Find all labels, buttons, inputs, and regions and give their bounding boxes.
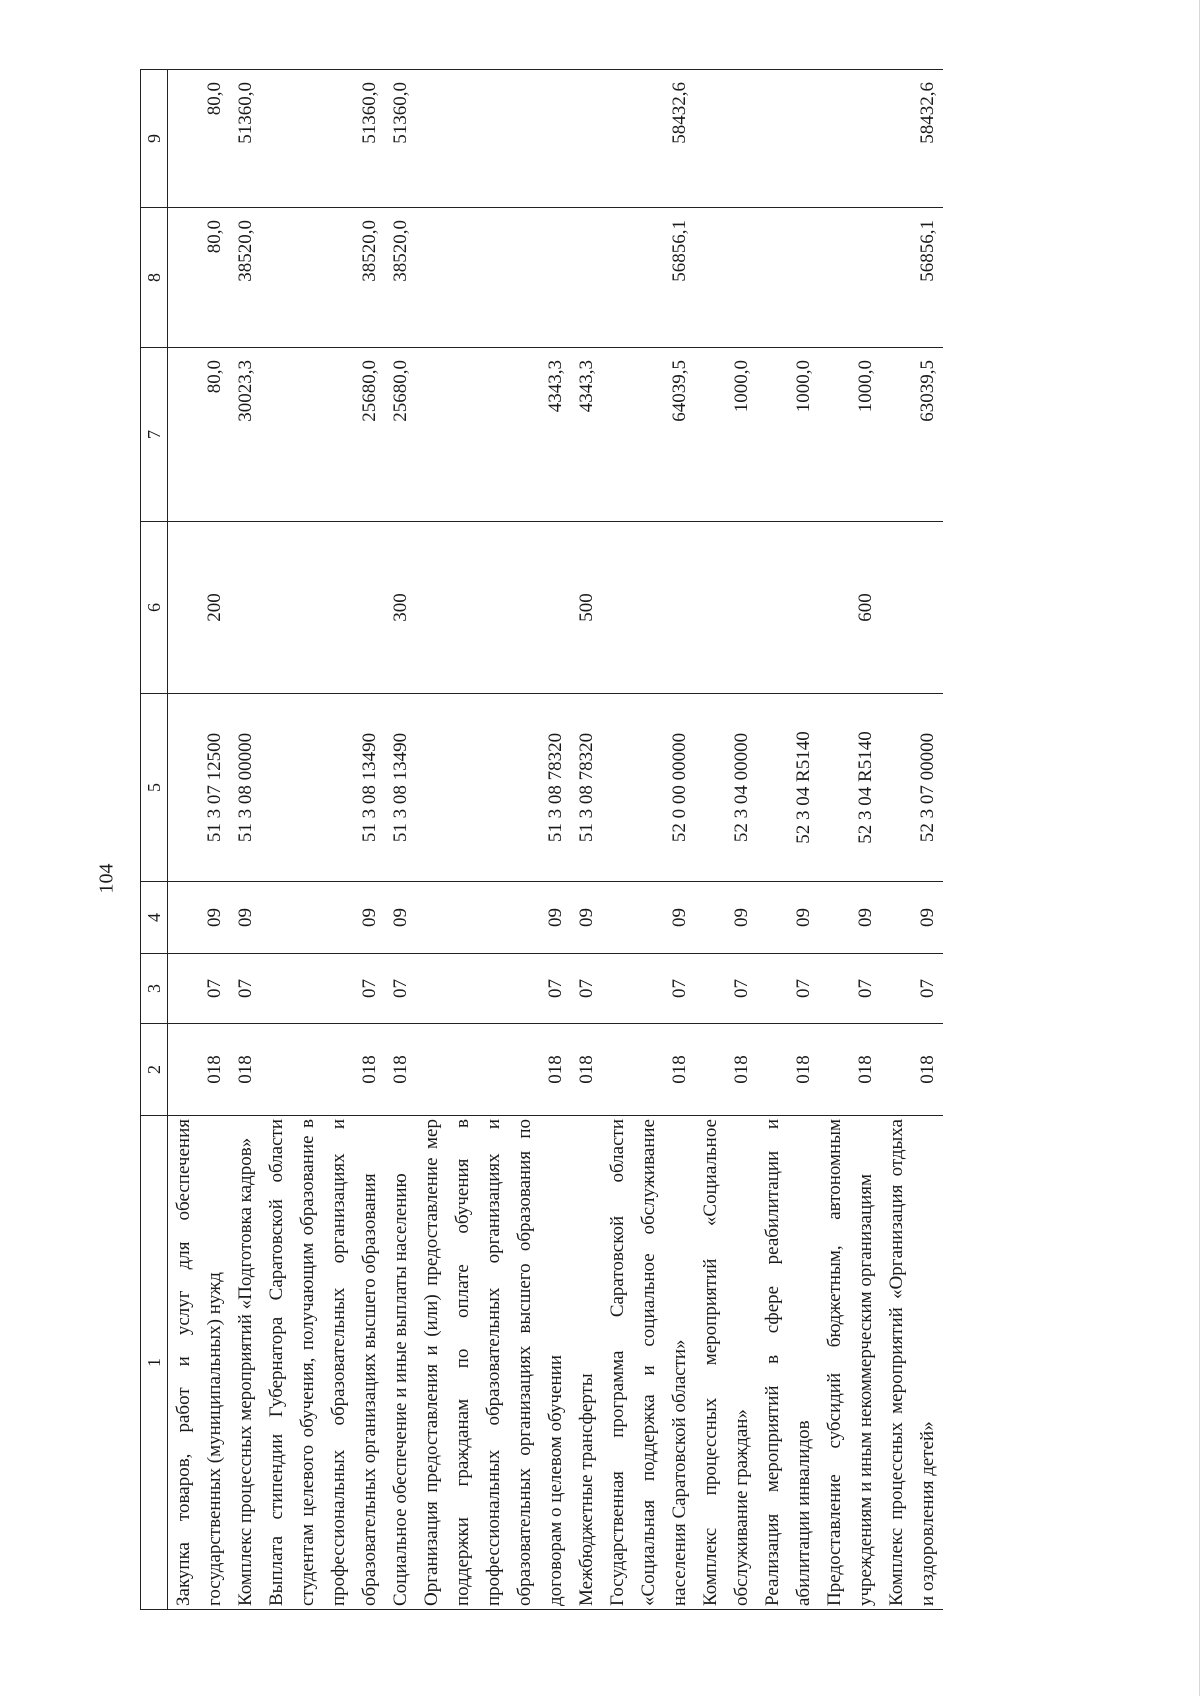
subsection-code: 09 (235, 908, 256, 927)
target-article-code: 51 3 08 13490 (359, 732, 380, 843)
amount-year-2: 38520,0 (390, 220, 411, 282)
row-name: Организация предоставления и (или) предоставление мер поддержки гражданам по оплате обучения в профессиональных образовательных организациях и образовательных организациях высшего образования по договорам о целевом обучении (421, 1119, 566, 1606)
amount-year-2-cell (757, 208, 819, 348)
table-row (757, 70, 819, 1610)
subsection-code-cell (385, 882, 416, 954)
expense-type-code-cell (571, 522, 602, 694)
target-article-code-cell (261, 694, 385, 882)
table-row (416, 70, 571, 1610)
amount-year-1-cell (168, 348, 231, 522)
subsection-code-cell (261, 882, 385, 954)
subsection-code-cell (881, 882, 943, 954)
section-code: 07 (204, 979, 225, 998)
admin-code: 018 (390, 1055, 411, 1084)
section-code: 07 (545, 979, 566, 998)
subsection-code: 09 (793, 908, 814, 927)
amount-year-1-cell (416, 348, 571, 522)
admin-code-cell (602, 1024, 695, 1116)
row-name-cell (757, 1116, 819, 1610)
amount-year-2-cell (881, 208, 943, 348)
amount-year-2-cell (385, 208, 416, 348)
amount-year-2-cell (695, 208, 757, 348)
section-code: 07 (576, 979, 597, 998)
expense-type-code-cell (757, 522, 819, 694)
expense-type-code-cell (261, 522, 385, 694)
amount-year-3-cell (168, 70, 231, 208)
expense-type-code: 600 (855, 593, 876, 622)
row-name: Государственная программа Саратовской области «Социальная поддержка и социальное обслуживание населения Саратовской области» (607, 1119, 690, 1606)
expense-type-code-cell (230, 522, 261, 694)
section-code-cell (416, 954, 571, 1024)
row-name: Предоставление субсидий бюджетным, автономным учреждениям и иным некоммерческим организациям (824, 1119, 876, 1606)
row-name-cell (695, 1116, 757, 1610)
admin-code-cell (881, 1024, 943, 1116)
target-article-code-cell (385, 694, 416, 882)
table-row (881, 70, 943, 1610)
row-name-cell (261, 1116, 385, 1610)
section-code: 07 (855, 979, 876, 998)
subsection-code-cell (695, 882, 757, 954)
row-name-cell (230, 1116, 261, 1610)
expense-type-code-cell (168, 522, 231, 694)
admin-code: 018 (359, 1055, 380, 1084)
header-col-4: 4 (141, 882, 168, 954)
section-code-cell (602, 954, 695, 1024)
target-article-code: 51 3 08 78320 (545, 732, 566, 843)
amount-year-2: 38520,0 (235, 220, 256, 282)
amount-year-3: 51360,0 (390, 82, 411, 144)
subsection-code: 09 (669, 908, 690, 927)
subsection-code: 09 (731, 908, 752, 927)
row-name: Комплекс процессных мероприятий «Социальное обслуживание граждан» (700, 1119, 752, 1606)
row-name-cell (881, 1116, 943, 1610)
row-name-cell (168, 1116, 231, 1610)
amount-year-1-cell (695, 348, 757, 522)
section-code-cell (881, 954, 943, 1024)
section-code-cell (819, 954, 881, 1024)
header-row (141, 70, 168, 1610)
target-article-code: 51 3 08 00000 (235, 732, 256, 843)
amount-year-1-cell (602, 348, 695, 522)
section-code-cell (571, 954, 602, 1024)
header-col-1: 1 (141, 1116, 168, 1610)
section-code: 07 (235, 979, 256, 998)
header-col-7: 7 (141, 348, 168, 522)
amount-year-2: 56856,1 (917, 220, 938, 282)
amount-year-2-cell (602, 208, 695, 348)
amount-year-3-cell (757, 70, 819, 208)
section-code: 07 (731, 979, 752, 998)
expense-type-code-cell (602, 522, 695, 694)
subsection-code: 09 (359, 908, 380, 927)
row-name-cell (385, 1116, 416, 1610)
table-row (230, 70, 261, 1610)
section-code-cell (385, 954, 416, 1024)
row-name: Комплекс процессных мероприятий «Организация отдыха и оздоровления детей» (886, 1119, 938, 1606)
row-name: Социальное обеспечение и иные выплаты населению (390, 1173, 411, 1606)
amount-year-1-cell (571, 348, 602, 522)
amount-year-3: 58432,6 (669, 82, 690, 144)
section-code-cell (757, 954, 819, 1024)
expense-type-code-cell (819, 522, 881, 694)
admin-code: 018 (731, 1055, 752, 1084)
table-row (695, 70, 757, 1610)
amount-year-1: 4343,3 (576, 360, 597, 413)
target-article-code-cell (168, 694, 231, 882)
admin-code: 018 (917, 1055, 938, 1084)
admin-code-cell (385, 1024, 416, 1116)
target-article-code: 51 3 08 78320 (576, 732, 597, 843)
amount-year-2-cell (230, 208, 261, 348)
row-name: Комплекс процессных мероприятий «Подготовка кадров» (235, 1137, 256, 1606)
expense-type-code-cell (385, 522, 416, 694)
amount-year-3-cell (261, 70, 385, 208)
amount-year-1-cell (881, 348, 943, 522)
amount-year-1-cell (230, 348, 261, 522)
amount-year-2-cell (261, 208, 385, 348)
amount-year-3-cell (695, 70, 757, 208)
target-article-code-cell (757, 694, 819, 882)
section-code: 07 (793, 979, 814, 998)
header-col-6: 6 (141, 522, 168, 694)
subsection-code: 09 (917, 908, 938, 927)
amount-year-1-cell (385, 348, 416, 522)
admin-code-cell (757, 1024, 819, 1116)
admin-code: 018 (793, 1055, 814, 1084)
amount-year-1-cell (819, 348, 881, 522)
admin-code: 018 (235, 1055, 256, 1084)
expense-type-code: 300 (390, 593, 411, 622)
table-row (261, 70, 385, 1610)
table-row (385, 70, 416, 1610)
section-code: 07 (359, 979, 380, 998)
target-article-code: 52 3 07 00000 (917, 732, 938, 843)
header-col-8: 8 (141, 208, 168, 348)
amount-year-2-cell (571, 208, 602, 348)
target-article-code-cell (230, 694, 261, 882)
admin-code-cell (230, 1024, 261, 1116)
row-name-cell (416, 1116, 571, 1610)
amount-year-2: 80,0 (204, 220, 225, 254)
section-code-cell (230, 954, 261, 1024)
amount-year-2-cell (168, 208, 231, 348)
subsection-code-cell (757, 882, 819, 954)
section-code-cell (261, 954, 385, 1024)
table-row (602, 70, 695, 1610)
target-article-code-cell (695, 694, 757, 882)
admin-code: 018 (545, 1055, 566, 1084)
amount-year-2: 56856,1 (669, 220, 690, 282)
subsection-code-cell (230, 882, 261, 954)
target-article-code-cell (819, 694, 881, 882)
target-article-code-cell (602, 694, 695, 882)
table-row (168, 70, 231, 1610)
target-article-code: 52 3 04 00000 (731, 732, 752, 843)
target-article-code: 52 3 04 R5140 (793, 731, 814, 844)
subsection-code-cell (819, 882, 881, 954)
row-name-cell (602, 1116, 695, 1610)
amount-year-3-cell (416, 70, 571, 208)
amount-year-1: 1000,0 (855, 360, 876, 413)
amount-year-1: 64039,5 (669, 360, 690, 422)
expense-type-code-cell (695, 522, 757, 694)
admin-code-cell (695, 1024, 757, 1116)
admin-code: 018 (576, 1055, 597, 1084)
subsection-code: 09 (545, 908, 566, 927)
target-article-code-cell (571, 694, 602, 882)
target-article-code: 52 3 04 R5140 (855, 731, 876, 844)
amount-year-1: 63039,5 (917, 360, 938, 422)
subsection-code-cell (602, 882, 695, 954)
amount-year-3: 58432,6 (917, 82, 938, 144)
page-number: 104 (95, 863, 118, 894)
amount-year-3-cell (602, 70, 695, 208)
amount-year-2-cell (819, 208, 881, 348)
row-name-cell (571, 1116, 602, 1610)
budget-table-rotated (140, 70, 1200, 1610)
expense-type-code: 200 (204, 593, 225, 622)
amount-year-3-cell (571, 70, 602, 208)
target-article-code-cell (881, 694, 943, 882)
amount-year-3-cell (881, 70, 943, 208)
admin-code-cell (168, 1024, 231, 1116)
expense-type-code: 500 (576, 593, 597, 622)
admin-code-cell (261, 1024, 385, 1116)
target-article-code: 51 3 07 12500 (204, 732, 225, 843)
subsection-code: 09 (390, 908, 411, 927)
row-name: Выплата стипендии Губернатора Саратовской области студентам целевого обучения, получающим образование в профессиональных образовательных организациях и образовательных организациях высшего образования (266, 1119, 380, 1606)
admin-code-cell (571, 1024, 602, 1116)
header-col-2: 2 (141, 1024, 168, 1116)
target-article-code: 52 0 00 00000 (669, 732, 690, 843)
amount-year-3-cell (230, 70, 261, 208)
subsection-code-cell (571, 882, 602, 954)
section-code: 07 (390, 979, 411, 998)
amount-year-3: 51360,0 (235, 82, 256, 144)
header-col-3: 3 (141, 954, 168, 1024)
section-code: 07 (917, 979, 938, 998)
budget-table (140, 69, 943, 1610)
table-row (571, 70, 602, 1610)
section-code-cell (168, 954, 231, 1024)
row-name: Реализация мероприятий в сфере реабилитации и абилитации инвалидов (762, 1119, 814, 1606)
amount-year-1: 80,0 (204, 360, 225, 394)
admin-code: 018 (669, 1055, 690, 1084)
amount-year-1-cell (261, 348, 385, 522)
expense-type-code-cell (416, 522, 571, 694)
amount-year-1: 25680,0 (359, 360, 380, 422)
admin-code: 018 (855, 1055, 876, 1084)
subsection-code-cell (168, 882, 231, 954)
subsection-code: 09 (576, 908, 597, 927)
admin-code: 018 (204, 1055, 225, 1084)
row-name: Межбюджетные трансферты (576, 1373, 597, 1606)
admin-code-cell (416, 1024, 571, 1116)
header-col-9: 9 (141, 70, 168, 208)
row-name-cell (819, 1116, 881, 1610)
header-col-5: 5 (141, 694, 168, 882)
row-name: Закупка товаров, работ и услуг для обеспечения государственных (муниципальных) нужд (173, 1119, 225, 1606)
amount-year-2-cell (416, 208, 571, 348)
amount-year-2: 38520,0 (359, 220, 380, 282)
amount-year-1: 30023,3 (235, 360, 256, 422)
target-article-code: 51 3 08 13490 (390, 732, 411, 843)
subsection-code-cell (416, 882, 571, 954)
amount-year-1: 4343,3 (545, 360, 566, 413)
amount-year-1: 25680,0 (390, 360, 411, 422)
amount-year-3-cell (385, 70, 416, 208)
amount-year-1: 1000,0 (731, 360, 752, 413)
amount-year-3: 51360,0 (359, 82, 380, 144)
admin-code-cell (819, 1024, 881, 1116)
subsection-code: 09 (204, 908, 225, 927)
expense-type-code-cell (881, 522, 943, 694)
table-row (819, 70, 881, 1610)
table-body (168, 70, 944, 1610)
section-code: 07 (669, 979, 690, 998)
subsection-code: 09 (855, 908, 876, 927)
amount-year-1-cell (757, 348, 819, 522)
amount-year-3-cell (819, 70, 881, 208)
amount-year-1: 1000,0 (793, 360, 814, 413)
target-article-code-cell (416, 694, 571, 882)
amount-year-3: 80,0 (204, 82, 225, 116)
section-code-cell (695, 954, 757, 1024)
